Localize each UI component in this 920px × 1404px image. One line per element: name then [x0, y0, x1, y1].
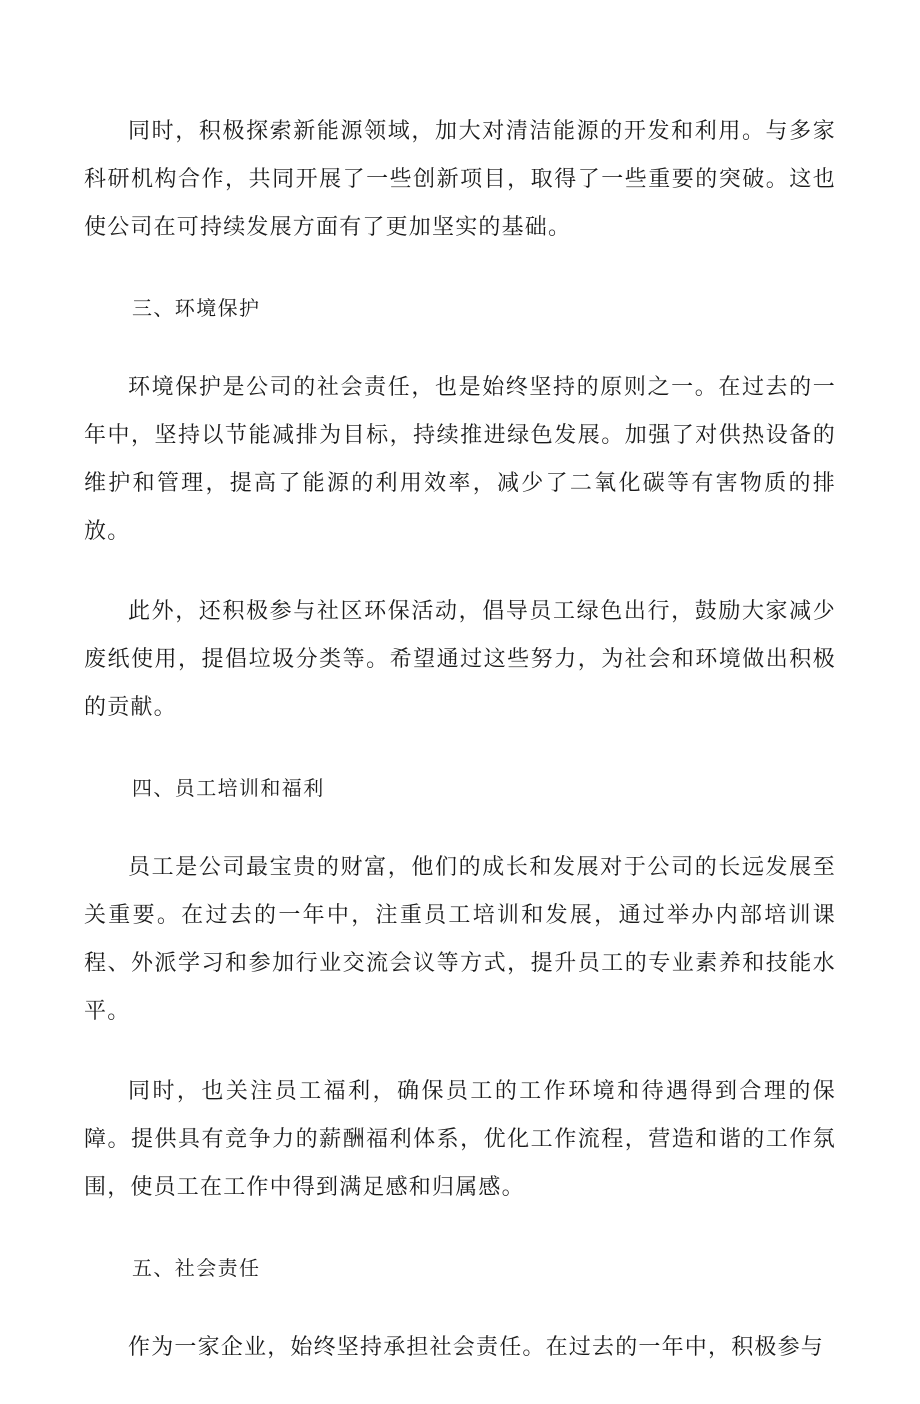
section-heading-environmental-protection: 三、环境保护	[132, 296, 261, 320]
paragraph-employee-welfare: 同时，也关注员工福利，确保员工的工作环境和待遇得到合理的保障。提供具有竞争力的薪酬福利体系，优化工作流程，营造和谐的工作氛围，使员工在工作中得到满足感和归属感。	[84, 1079, 836, 1200]
section-heading-employee-training-welfare: 四、员工培训和福利	[132, 776, 325, 800]
document-body	[84, 108, 836, 1404]
section-heading-social-responsibility: 五、社会责任	[132, 1256, 261, 1280]
paragraph-social-responsibility: 作为一家企业，始终坚持承担社会责任。在过去的一年中，积极参与	[128, 1335, 825, 1360]
paragraph-community-environmental-activities: 此外，还积极参与社区环保活动，倡导员工绿色出行，鼓励大家减少废纸使用，提倡垃圾分类等。希望通过这些努力，为社会和环境做出积极的贡献。	[84, 599, 836, 720]
paragraph-employee-training: 员工是公司最宝贵的财富，他们的成长和发展对于公司的长远发展至关重要。在过去的一年中，注重员工培训和发展，通过举办内部培训课程、外派学习和参加行业交流会议等方式，提升员工的专业素养和技能水平。	[84, 855, 836, 1024]
paragraph-clean-energy: 同时，积极探索新能源领域，加大对清洁能源的开发和利用。与多家科研机构合作，共同开展了一些创新项目，取得了一些重要的突破。这也使公司在可持续发展方面有了更加坚实的基础。	[84, 119, 836, 240]
paragraph-environmental-responsibility: 环境保护是公司的社会责任，也是始终坚持的原则之一。在过去的一年中，坚持以节能减排为目标，持续推进绿色发展。加强了对供热设备的维护和管理，提高了能源的利用效率，减少了二氧化碳等有害物质的排放。	[84, 375, 836, 544]
